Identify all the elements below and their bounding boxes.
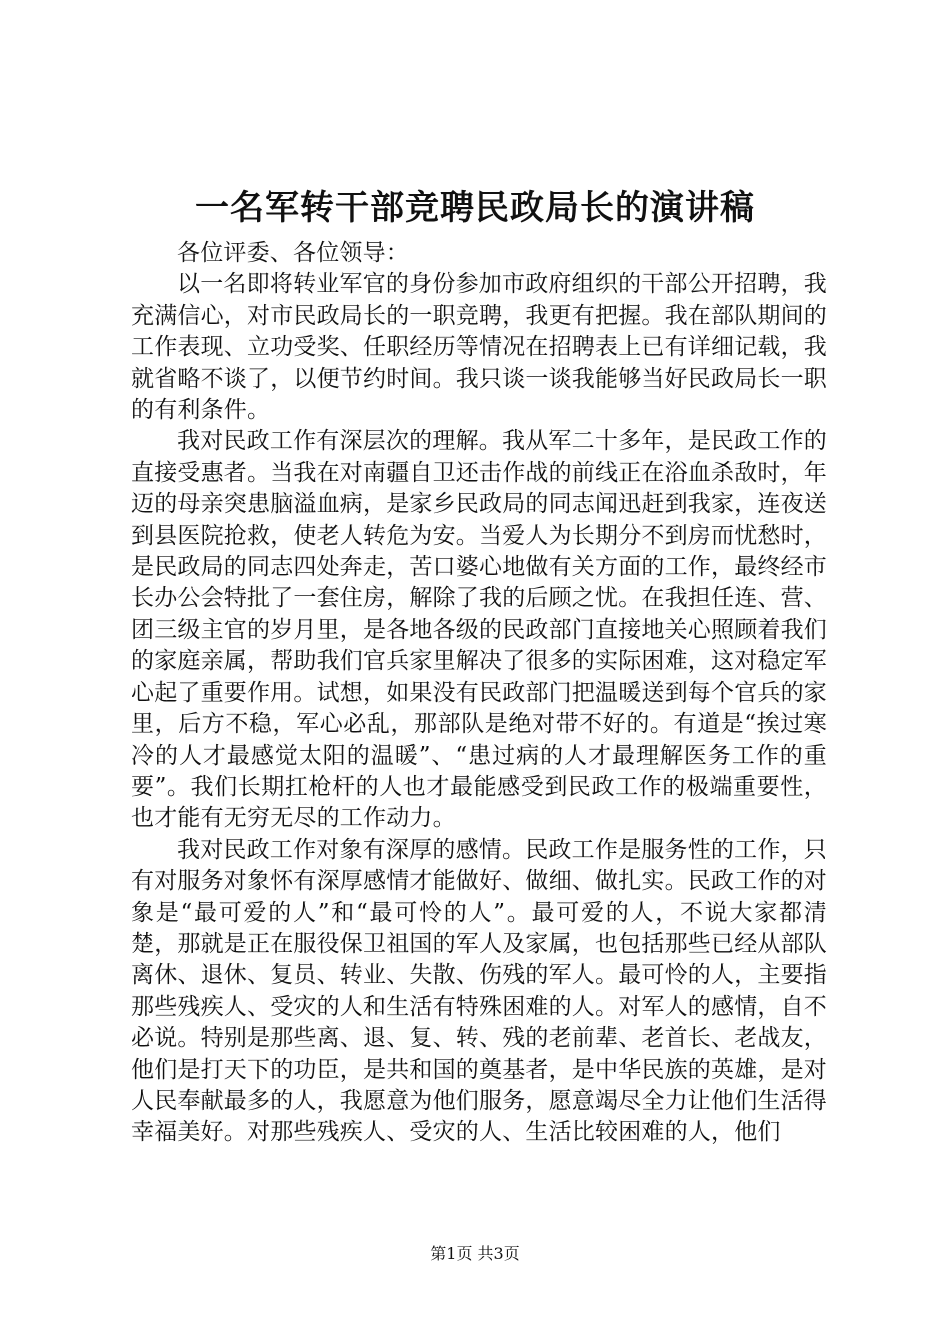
feelings-paragraph: 我对民政工作对象有深厚的感情。民政工作是服务性的工作，只有对服务对象怀有深厚感情才能做好、做细、做扎实。民政工作的对象是“最可爱的人”和“最可怜的人”。最可爱的人，不说大家都清楚，那就是正在服役保卫祖国的军人及家属，也包括那些已经从部队离休、退休、复员、转业、失散、伤残的军人。最可怜的人，主要指那些残疾人、受灾的人和生活有特殊困难的人。对军人的感情，自不必说。特别是那些离、退、复、转、残的老前辈、老首长、老战友，他们是打天下的功臣，是共和国的奠基者，是中华民族的英雄，是对人民奉献最多的人，我愿意为他们服务，愿意竭尽全力让他们生活得幸福美好。对那些残疾人、受灾的人、生活比较困难的人，他们 — [131, 836, 827, 1146]
document-title: 一名军转干部竞聘民政局长的演讲稿 — [195, 188, 755, 228]
understanding-paragraph: 我对民政工作有深层次的理解。我从军二十多年，是民政工作的直接受惠者。当我在对南疆自卫还击作战的前线正在浴血杀敌时，年迈的母亲突患脑溢血病，是家乡民政局的同志闻迅赶到我家，连夜送到县医院抢救，使老人转危为安。当爱人为长期分不到房而忧愁时，是民政局的同志四处奔走，苦口婆心地做有关方面的工作，最终经市长办公会特批了一套住房，解除了我的后顾之忧。在我担任连、营、团三级主官的岁月里，是各地各级的民政部门直接地关心照顾着我们的家庭亲属，帮助我们官兵家里解决了很多的实际困难，这对稳定军心起了重要作用。试想，如果没有民政部门把温暖送到每个官兵的家里，后方不稳，军心必乱，那部队是绝对带不好的。有道是“挨过寒冷的人才最感觉太阳的温暖”、“患过病的人才最理解医务工作的重要”。我们长期扛枪杆的人也才最能感受到民政工作的极端重要性，也才能有无穷无尽的工作动力。 — [131, 428, 827, 832]
salutation-paragraph: 各位评委、各位领导： — [177, 240, 409, 266]
page-number-footer: 第1页 共3页 — [430, 1244, 520, 1263]
intro-paragraph: 以一名即将转业军官的身份参加市政府组织的干部公开招聘，我充满信心，对市民政局长的一职竞聘，我更有把握。我在部队期间的工作表现、立功受奖、任职经历等情况在招聘表上已有详细记载，我就省略不谈了，以便节约时间。我只谈一谈我能够当好民政局长一职的有利条件。 — [131, 271, 827, 424]
document-body — [131, 238, 827, 1149]
